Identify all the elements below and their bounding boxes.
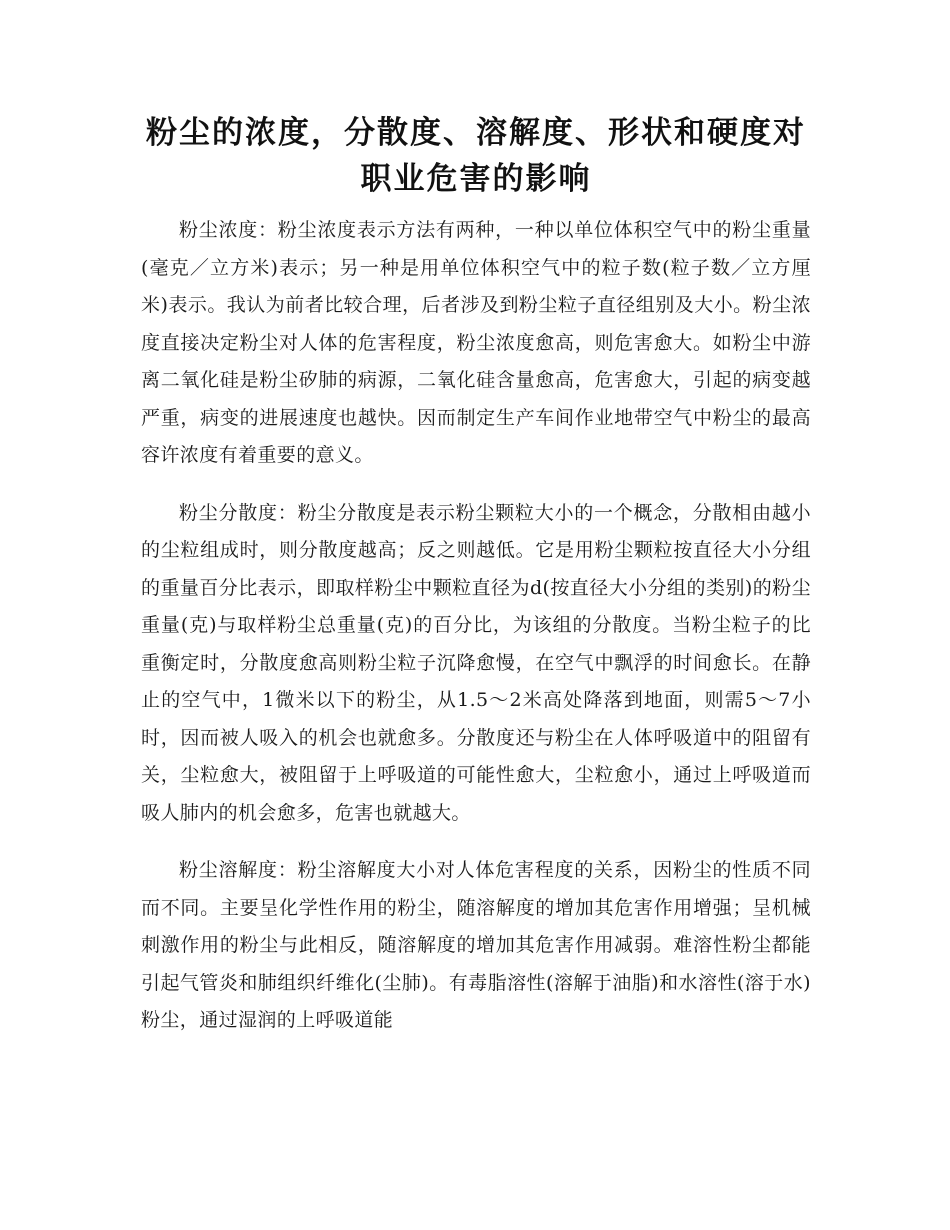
paragraph-dust-solubility: 粉尘溶解度：粉尘溶解度大小对人体危害程度的关系，因粉尘的性质不同而不同。主要呈化学性作用的粉尘，随溶解度的增加其危害作用增强；呈机械刺激作用的粉尘与此相反，随溶解度的增加其危害作用减弱。难溶性粉尘都能引起气管炎和肺组织纤维化(尘肺)。有毒脂溶性(溶解于油脂)和水溶性(溶于水)粉尘，通过湿润的上呼吸道能 — [141, 859, 811, 1031]
document-title: 粉尘的浓度，分散度、溶解度、形状和硬度对职业危害的影响 — [146, 115, 806, 197]
document-body — [141, 212, 811, 1040]
paragraph-dust-concentration: 粉尘浓度：粉尘浓度表示方法有两种，一种以单位体积空气中的粉尘重量(毫克／立方米)表示；另一种是用单位体积空气中的粒子数(粒子数／立方厘米)表示。我认为前者比较合理，后者涉及到粉尘粒子直径组别及大小。粉尘浓度直接决定粉尘对人体的危害程度，粉尘浓度愈高，则危害愈大。如粉尘中游离二氧化硅是粉尘矽肺的病源，二氧化硅含量愈高，危害愈大，引起的病变越严重，病变的进展速度也越快。因而制定生产车间作业地带空气中粉尘的最高容许浓度有着重要的意义。 — [141, 219, 811, 466]
document-page — [141, 110, 811, 1060]
paragraph-dust-dispersion: 粉尘分散度：粉尘分散度是表示粉尘颗粒大小的一个概念，分散相由越小的尘粒组成时，则分散度越高；反之则越低。它是用粉尘颗粒按直径大小分组的重量百分比表示，即取样粉尘中颗粒直径为d(按直径大小分组的类别)的粉尘重量(克)与取样粉尘总重量(克)的百分比，为该组的分散度。当粉尘粒子的比重衡定时，分散度愈高则粉尘粒子沉降愈慢，在空气中飘浮的时间愈长。在静止的空气中，1微米以下的粉尘，从1.5～2米高处降落到地面，则需5～7小时，因而被人吸入的机会也就愈多。分散度还与粉尘在人体呼吸道中的阻留有关，尘粒愈大，被阻留于上呼吸道的可能性愈大，尘粒愈小，通过上呼吸道而吸人肺内的机会愈多，危害也就越大。 — [141, 501, 811, 824]
